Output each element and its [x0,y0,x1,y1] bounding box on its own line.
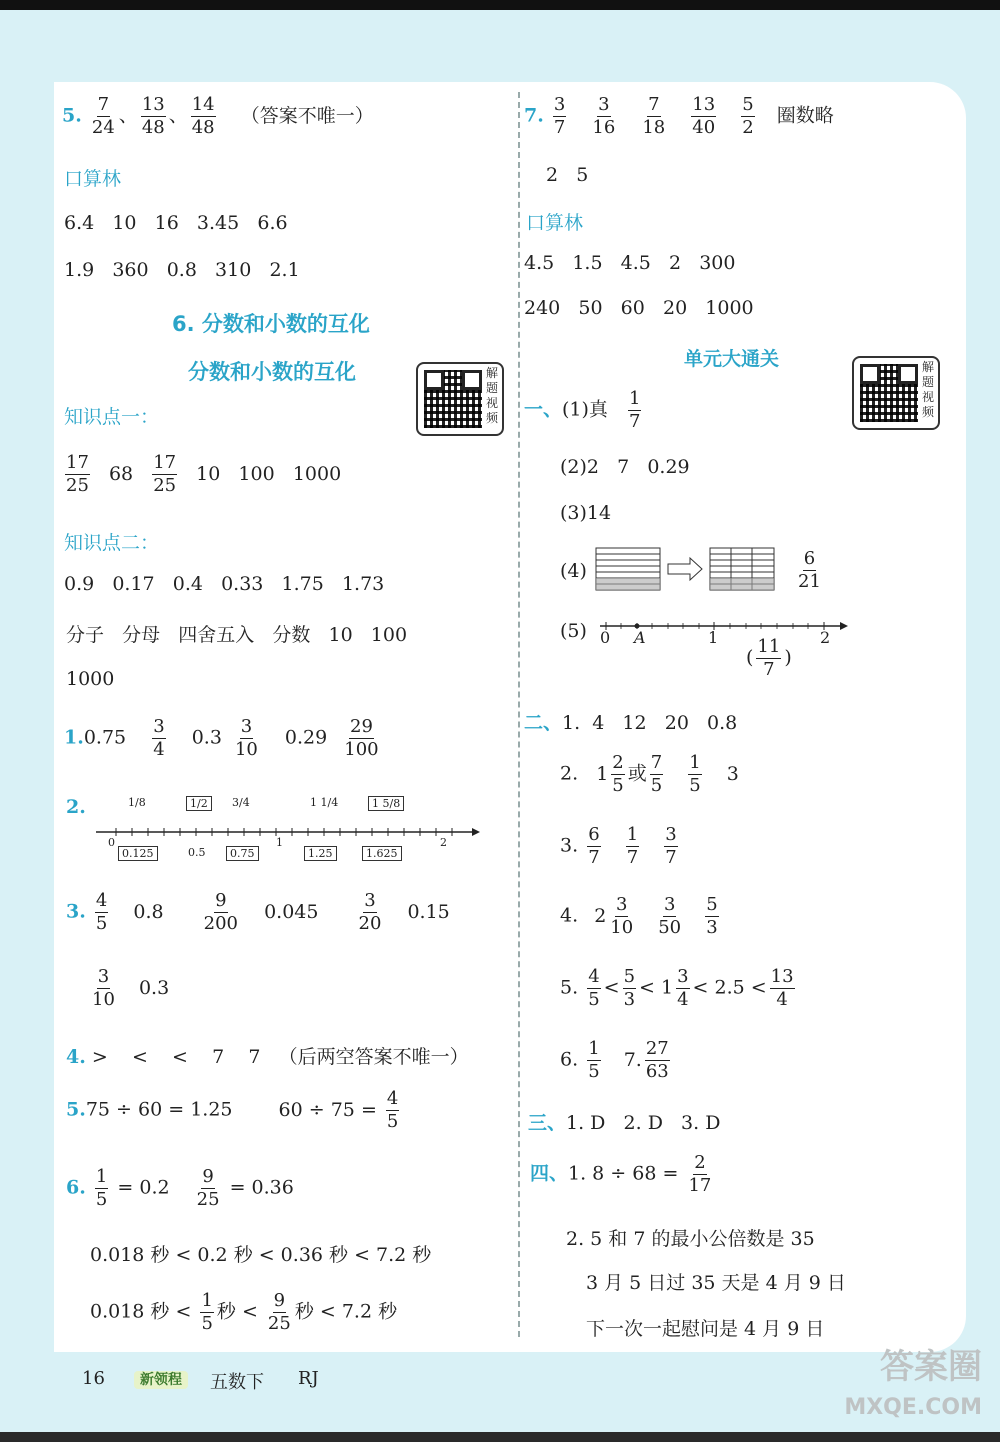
s1-p2: (2)2 7 0.29 [560,456,690,478]
s4-q2-line2: 3 月 5 日过 35 天是 4 月 9 日 [586,1272,846,1294]
s2-q2: 2. 1 $\frac{2}{5}$ 或 $\frac{7}{5}$ $\frac{1}{5}$ 3 [560,752,739,796]
edition-label: RJ [298,1368,319,1389]
tick-1: 1 [276,836,283,849]
right-oral-row-2: 240 50 60 20 1000 [524,297,754,319]
kp2-row-1: 0.9 0.17 0.4 0.33 1.75 1.73 [64,573,385,595]
left-q2-number: 2. [66,796,86,818]
left-q3-line2: $\frac{3}{10}$ 0.3 [92,966,170,1010]
kp1-answers: $\frac{17}{25}$ 68 $\frac{17}{25}$ 10 100 1000 [66,452,342,496]
unit-title: 单元大通关 [684,348,780,370]
model-after-shaded [710,578,774,590]
qr-code-2[interactable] [852,356,940,430]
nl2-tick-1: 1 [708,628,719,647]
bottom-label-5: 1.625 [362,846,402,861]
left-q5: 5. $\frac{7}{24}$ 、 $\frac{13}{48}$ 、 $\frac{14}{48}$ （答案不唯一） [62,94,374,138]
s1-p4-label: (4) [560,560,587,582]
kp2-title: 知识点二： [64,532,160,554]
right-oral-row-1: 4.5 1.5 4.5 2 300 [524,252,736,274]
nl2-tick-2: 2 [820,628,831,647]
s1-p5-label: (5) [560,620,587,642]
s3: 三、1. D 2. D 3. D [528,1112,721,1134]
bottom-label-4: 1.25 [304,846,337,861]
left-q1: 1.0.75 $\frac{3}{4}$ 0.3 $\frac{3}{10}$ 0.29 $\frac{29}{100}$ [64,716,379,760]
subject-label: 五数下 [210,1372,264,1393]
tick-0: 0 [108,836,115,849]
model-before-shaded [596,578,660,590]
left-q6-line2: 0.018 秒 < 0.2 秒 < 0.36 秒 < 7.2 秒 [90,1244,432,1266]
left-q5b: 5.75 ÷ 60 = 1.25 60 ÷ 75 = $\frac{4}{5}$ [66,1088,399,1132]
kp2-row-2: 分子 分母 四舍五入 分数 10 100 [66,624,408,646]
top-dark-edge [0,0,1000,10]
s2-q6-q7: 6. $\frac{1}{5}$ 7. $\frac{27}{63}$ [560,1038,669,1082]
nl2-tick-0: 0 [600,628,611,647]
page-number: 16 [82,1368,105,1389]
arrow-right-icon [668,558,702,580]
qr-code[interactable] [416,362,504,436]
watermark-top: 答案圈 [880,1347,982,1387]
axis-arrow [472,828,480,836]
qr-pattern [860,364,918,422]
left-q3: 3. $\frac{4}{5}$ 0.8 $\frac{9}{200}$ 0.045 $\frac{3}{20}$ 0.15 [66,890,450,934]
bottom-label-1: 0.125 [118,846,158,861]
top-label-2: 1/2 [186,796,212,811]
top-label-1: 1/8 [128,796,146,809]
s2-q4: 4. 2 $\frac{3}{10}$ $\frac{3}{50}$ $\frac{5}{3}$ [560,894,718,938]
column-divider [518,92,520,1337]
top-label-5: 1 5/8 [368,796,404,811]
kp2-row-3: 1000 [66,668,115,690]
tick-2: 2 [440,836,447,849]
qr-label: 解题视频 [922,360,935,419]
s4-q1: 四、1. 8 ÷ 68 = $\frac{2}{17}$ [530,1152,712,1196]
section-title: 6. 分数和小数的互化 [172,312,370,336]
bottom-label-2: 0.5 [188,846,206,859]
s4-q2-line3: 下一次一起慰问是 4 月 9 日 [586,1318,825,1340]
s1-p1: 一、(1)真 $\frac{1}{7}$ [524,388,641,432]
left-q6: 6. $\frac{1}{5}$ = 0.2 $\frac{9}{25}$ = 0.36 [66,1166,294,1210]
left-q4: 4. > < < 7 7 （后两空答案不唯一） [66,1046,469,1068]
right-q7-line2: 2 5 [546,164,589,186]
top-label-3: 3/4 [232,796,250,809]
top-label-4: 1 1/4 [310,796,339,809]
oral-row-1: 6.4 10 16 3.45 6.6 [64,212,288,234]
oral-title: 口算林 [64,168,122,190]
s1-p4-answer: $\frac{6}{21}$ [798,548,821,592]
left-q6-line3: 0.018 秒 < $\frac{1}{5}$ 秒 < $\frac{9}{25}$ 秒 < 7.2 秒 [90,1290,398,1334]
right-q7: 7. $\frac{3}{7}$ $\frac{3}{16}$ $\frac{7}{18}$ $\frac{13}{40}$ $\frac{5}{2}$ 圈数略 [524,94,834,138]
qr-pattern [424,370,482,428]
right-oral-title: 口算林 [526,212,584,234]
s1-p3: (3)14 [560,502,612,524]
oral-row-2: 1.9 360 0.8 310 2.1 [64,259,300,281]
s1-p5-answer: ( $\frac{11}{7}$ ) [746,636,792,680]
brand-badge: 新领程 [134,1368,188,1389]
bottom-label-3: 0.75 [226,846,259,861]
s4-q2: 2. 5 和 7 的最小公倍数是 35 [566,1228,815,1250]
sub-title: 分数和小数的互化 [188,360,356,384]
s2-q3: 3. $\frac{6}{7}$ $\frac{1}{7}$ $\frac{3}{7}$ [560,824,677,868]
s2-q1: 二、1. 4 12 20 0.8 [524,712,738,734]
qr-label: 解题视频 [486,366,499,425]
q-number: 5. [62,104,82,127]
fraction-model-diagram [594,546,784,594]
s2-q5: 5. $\frac{4}{5}$ < $\frac{5}{3}$ < 1 $\frac{3}{4}$ < 2.5 < $\frac{13}{4}$ [560,966,794,1010]
kp1-title: 知识点一： [64,406,160,428]
nl2-tick-a: A [634,628,646,647]
watermark-bottom: MXQE.COM [844,1395,982,1420]
